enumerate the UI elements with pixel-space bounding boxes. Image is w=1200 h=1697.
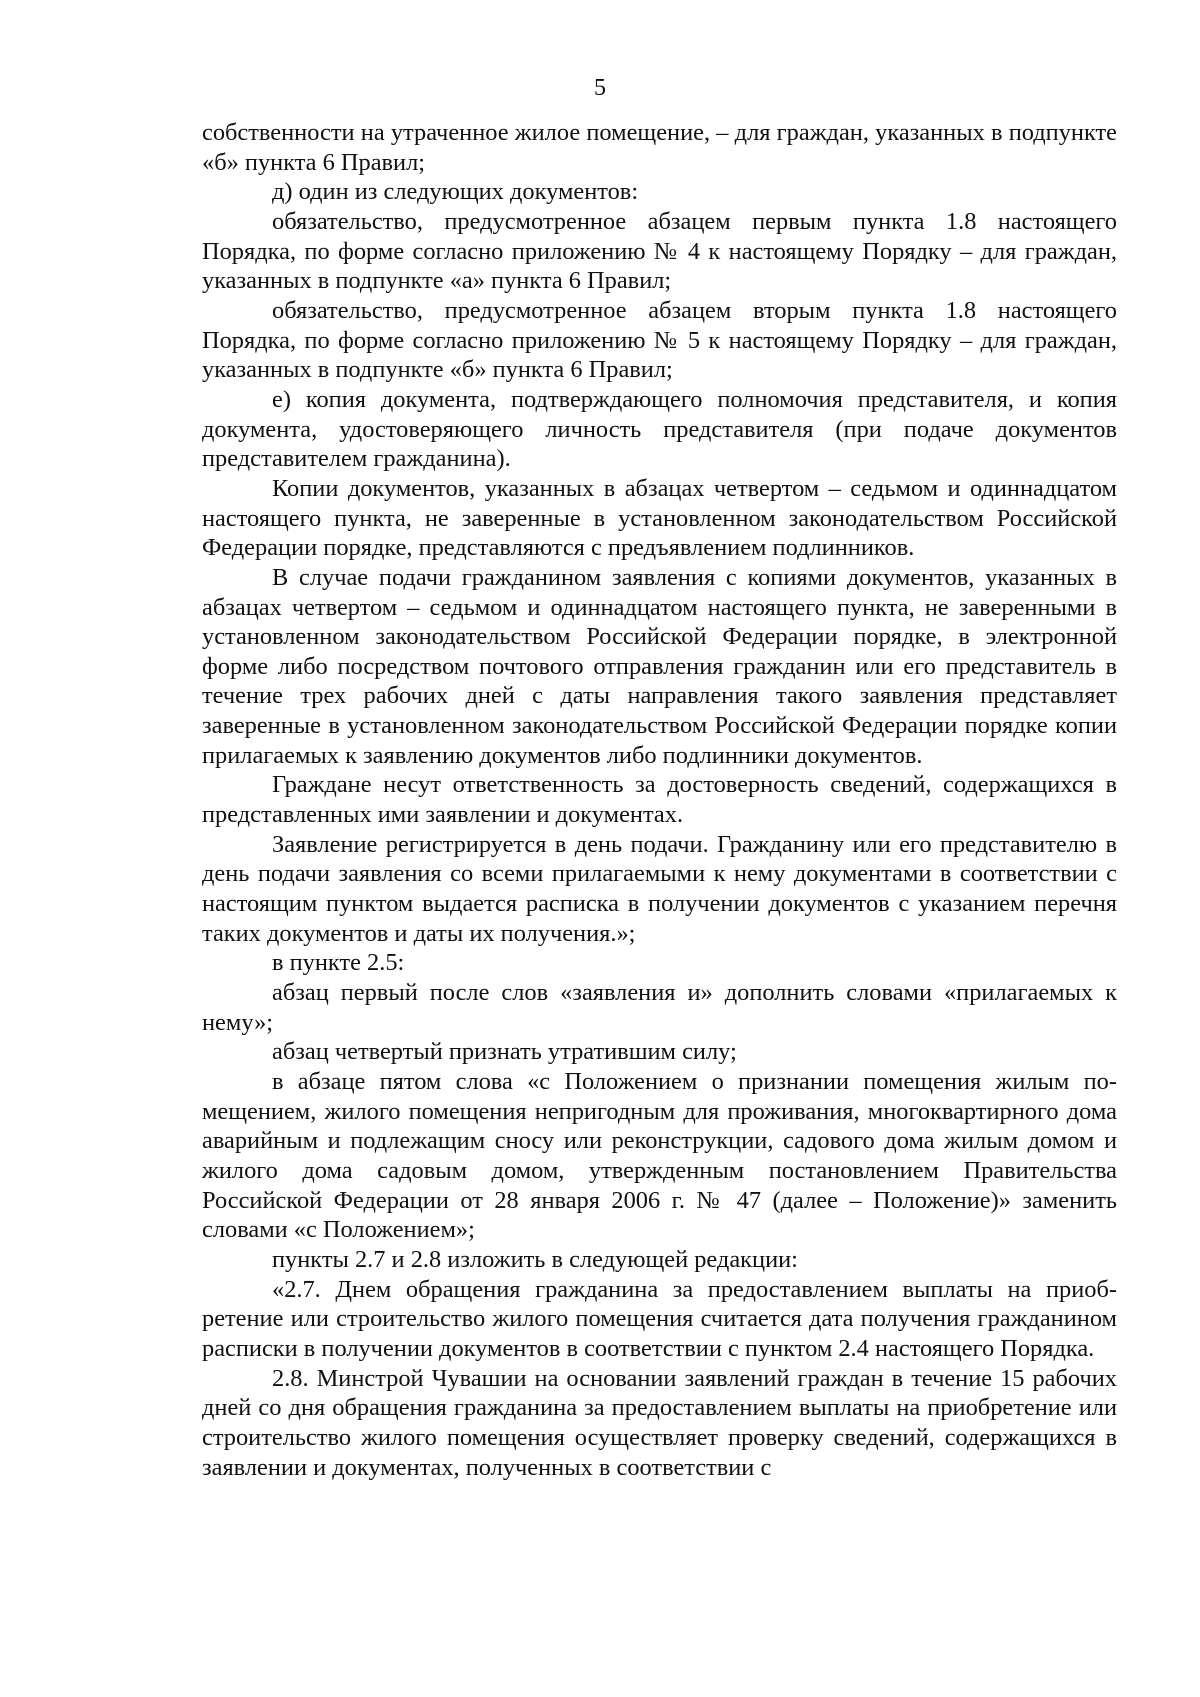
paragraph: в абзаце пятом слова «с Положением о признании помещения жилым помещением, жилого помещения непригодным для проживания, многоквартирного дома аварийным и подлежащим сносу или реконструкции, садового дома жилым домом и жилого дома садовым домом, утвержденным постановлением Правительства Российской Федерации от 28 января 2006 г. № 47 (далее – Положение)» заменить словами «с Положением»; bbox=[202, 1068, 1117, 1244]
paragraph: «2.7. Днем обращения гражданина за предоставлением выплаты на приобретение или строительство жилого помещения считается дата получения гражданином расписки в получении документов в соответствии с пунктом 2.4 настоящего Порядка. bbox=[202, 1275, 1117, 1362]
paragraph: Копии документов, указанных в абзацах четвертом – седьмом и одиннадцатом настоящего пункта, не заверенные в установленном законодательством Российской Федерации порядке, представляются с предъявлением подлинников. bbox=[202, 474, 1117, 562]
page-number: 5 bbox=[594, 75, 606, 101]
paragraph: В случае подачи гражданином заявления с копиями документов, указанных в абзацах четвертом – седьмом и одиннадцатом настоящего пункта, не заверенными в установленном законодательством Российской Федерации порядке, в электронной форме либо посредством почтового отправления гражданин или его представитель в течение трех рабочих дней с даты направления такого заявления представляет заверенные в установленном законодательством Российской Федерации порядке копии прилагаемых к заявлению документов либо подлинники документов. bbox=[202, 563, 1117, 769]
paragraph: Граждане несут ответственность за достоверность сведений, содержащихся в представленных ими заявлении и документах. bbox=[202, 771, 1117, 829]
paragraph: обязательство, предусмотренное абзацем вторым пункта 1.8 настоящего Порядка, по форме согласно приложению № 5 к настоящему Порядку – для граждан, указанных в подпункте «б» пункта 6 Правил; bbox=[202, 296, 1117, 384]
paragraph: абзац четвертый признать утратившим силу; bbox=[272, 1038, 737, 1066]
paragraph: обязательство, предусмотренное абзацем первым пункта 1.8 настоящего Порядка, по форме согласно приложению № 4 к настоящему Порядку – для граждан, указанных в подпункте «а» пункта 6 Правил; bbox=[202, 207, 1117, 295]
paragraph: в пункте 2.5: bbox=[272, 949, 405, 977]
paragraph: абзац первый после слов «заявления и» дополнить словами «прилагаемых к нему»; bbox=[202, 979, 1117, 1036]
paragraph: е) копия документа, подтверждающего полномочия представителя, и копия документа, удостоверяющего личность представителя (при подаче документов представителем гражданина). bbox=[202, 385, 1117, 473]
paragraph: 2.8. Минстрой Чувашии на основании заявлений граждан в течение 15 рабочих дней со дня обращения гражданина за предоставлением выплаты на приобретение или строительство жилого помещения осуществляет проверку сведений, содержащихся в заявлении и документах, полученных в соответствии с bbox=[202, 1364, 1117, 1481]
paragraph: собственности на утраченное жилое помещение, – для граждан, указанных в подпункте «б» пункта 6 Правил; bbox=[202, 119, 1117, 176]
paragraph: Заявление регистрируется в день подачи. Гражданину или его представителю в день подачи заявления со всеми прилагаемыми к нему документами в соответствии с настоящим пунктом выдается расписка в получении документов с указанием перечня таких документов и даты их получения.»; bbox=[202, 830, 1117, 947]
document-body bbox=[202, 118, 1117, 1482]
paragraph: пункты 2.7 и 2.8 изложить в следующей редакции: bbox=[272, 1245, 798, 1273]
paragraph: д) один из следующих документов: bbox=[272, 178, 639, 206]
